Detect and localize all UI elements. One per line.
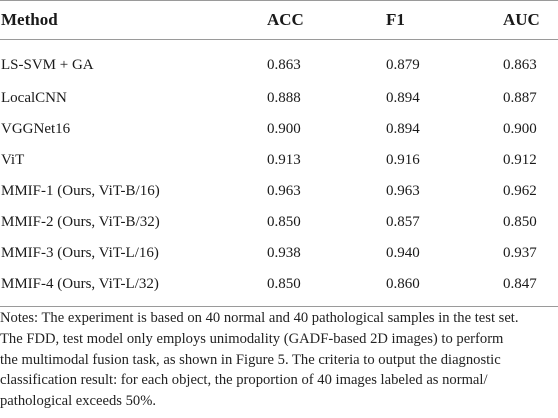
notes-line: the multimodal fusion task, as shown in Figure 5. The criteria to output the diagnostic xyxy=(0,351,501,368)
cell-acc: 0.938 xyxy=(267,245,301,261)
cell-acc: 0.863 xyxy=(267,57,301,73)
header-auc: AUC xyxy=(503,10,540,29)
cell-acc: 0.850 xyxy=(267,214,301,230)
cell-f1: 0.879 xyxy=(386,57,420,73)
header-acc: ACC xyxy=(267,10,304,29)
table-row xyxy=(0,238,558,269)
table-row xyxy=(0,207,558,238)
cell-acc: 0.850 xyxy=(267,276,301,292)
cell-auc: 0.887 xyxy=(503,90,537,106)
cell-auc: 0.962 xyxy=(503,183,537,199)
cell-f1: 0.857 xyxy=(386,214,420,230)
cell-method: MMIF-4 (Ours, ViT-L/32) xyxy=(1,276,159,292)
table-row xyxy=(0,114,558,145)
header-f1: F1 xyxy=(386,10,405,29)
cell-acc: 0.888 xyxy=(267,90,301,106)
table-row xyxy=(0,83,558,114)
cell-auc: 0.912 xyxy=(503,152,537,168)
table-row xyxy=(0,40,558,84)
table-header-row xyxy=(0,1,558,40)
cell-acc: 0.963 xyxy=(267,183,301,199)
cell-method: MMIF-2 (Ours, ViT-B/32) xyxy=(1,214,160,230)
cell-f1: 0.916 xyxy=(386,152,420,168)
table-row xyxy=(0,176,558,207)
cell-acc: 0.900 xyxy=(267,121,301,137)
notes-line: Notes: The experiment is based on 40 normal and 40 pathological samples in the test set. xyxy=(0,310,519,326)
table-row xyxy=(0,145,558,176)
cell-auc: 0.847 xyxy=(503,276,537,292)
cell-f1: 0.963 xyxy=(386,183,420,199)
cell-method: MMIF-3 (Ours, ViT-L/16) xyxy=(1,245,159,261)
table-row xyxy=(0,269,558,307)
cell-method: LocalCNN xyxy=(1,90,67,106)
header-method: Method xyxy=(1,10,58,29)
notes-line: pathological exceeds 50%. xyxy=(0,393,157,410)
cell-f1: 0.940 xyxy=(386,245,420,261)
cell-auc: 0.900 xyxy=(503,121,537,137)
cell-method: ViT xyxy=(1,152,25,168)
cell-f1: 0.894 xyxy=(386,121,420,137)
cell-method: LS-SVM + GA xyxy=(1,57,94,73)
cell-auc: 0.937 xyxy=(503,245,537,261)
cell-auc: 0.850 xyxy=(503,214,537,230)
cell-f1: 0.860 xyxy=(386,276,420,292)
cell-f1: 0.894 xyxy=(386,90,420,106)
cell-auc: 0.863 xyxy=(503,57,537,73)
table-notes xyxy=(0,308,556,412)
cell-acc: 0.913 xyxy=(267,152,301,168)
cell-method: MMIF-1 (Ours, ViT-B/16) xyxy=(1,183,160,199)
notes-line: The FDD, test model only employs unimodality (GADF-based 2D images) to perform xyxy=(0,330,504,347)
cell-method: VGGNet16 xyxy=(1,121,71,137)
notes-line: classification result: for each object, the proportion of 40 images labeled as normal/ xyxy=(0,372,488,389)
